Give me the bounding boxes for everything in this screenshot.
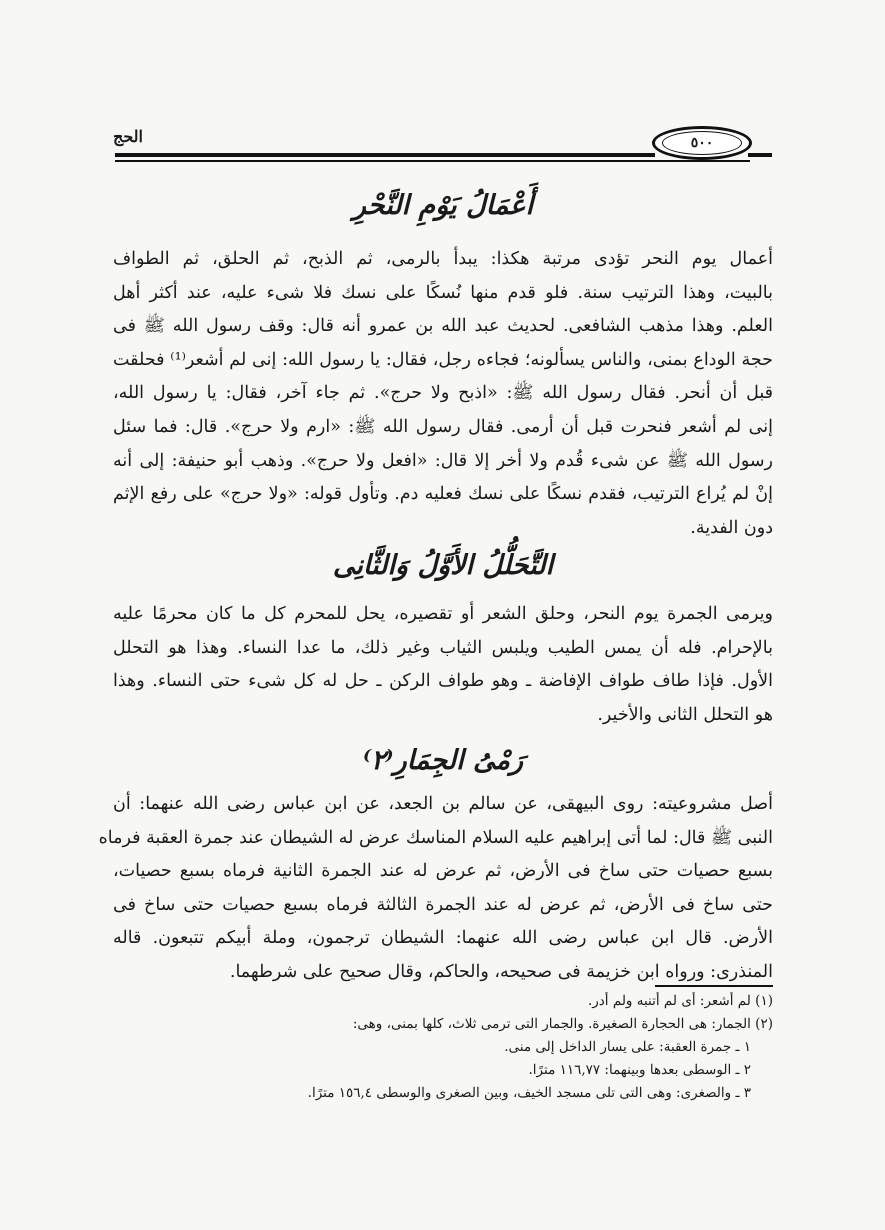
text-line: إنْ لم يُراع الترتيب، فقدم نسكًا على نسك فعليه دم. وتأول قوله: «ولا حرج» على رفع الإثم xyxy=(113,484,773,505)
text-line: أعمال يوم النحر تؤدى مرتبة هكذا: يبدأ بالرمى، ثم الذبح، ثم الحلق، ثم الطواف xyxy=(113,249,773,269)
paragraph-day-of-sacrifice xyxy=(113,243,773,545)
footnote: (٢) الجمار: هى الحجارة الصغيرة. والجمار التى ترمى ثلاث، كلها بمنى، وهى: xyxy=(352,1016,773,1032)
header-rule-thin xyxy=(115,160,750,162)
page-number-badge xyxy=(652,126,752,160)
header-rule-thick xyxy=(115,153,655,157)
footnote-item: ١ ـ جمرة العقبة: على يسار الداخل إلى منى. xyxy=(504,1039,751,1055)
section-heading-release: التَّحَلُّلُ الأَوَّلُ وَالثَّانِى xyxy=(332,550,554,581)
text-line: بسبع حصيات حتى ساخ فى الأرض، ثم عرض له عند الجمرة الثانية فرماه بسبع حصيات، xyxy=(113,861,773,882)
footnote: (١) لم أشعر: أى لم أتنبه ولم أدر. xyxy=(587,993,773,1009)
text-line: حتى ساخ فى الأرض، ثم عرض له عند الجمرة الثالثة فرماه بسبع حصيات حتى ساخ فى xyxy=(113,894,773,915)
footnote-rule xyxy=(655,985,773,987)
text-line: النبى ﷺ قال: لما أتى إبراهيم عليه السلام المناسك عرض له الشيطان عند جمرة العقبة فرماه xyxy=(98,827,773,848)
paragraph-release xyxy=(113,598,773,732)
text-line: دون الفدية. xyxy=(690,517,773,538)
text-line: رسول الله ﷺ عن شىء قُدم ولا أخر إلا قال: «افعل ولا حرج». وذهب أبو حنيفة: إلى أنه xyxy=(113,450,773,471)
text-line: الأرض. قال ابن عباس رضى الله عنهما: الشيطان ترجمون، وملة أبيكم تتبعون. قاله xyxy=(113,928,773,949)
paragraph-stoning xyxy=(98,788,773,990)
page-number: ٥٠٠ xyxy=(690,135,714,151)
text-line: المنذرى: ورواه ابن خزيمة فى صحيحه، والحاكم، وقال صحيح على شرطهما. xyxy=(229,961,773,982)
text-line: هو التحلل الثانى والأخير. xyxy=(597,704,773,725)
text-line: بالإحرام. فله أن يمس الطيب ويلبس الثياب وغير ذلك، ما عدا النساء. وهذا هو التحلل xyxy=(113,637,773,658)
text-line: العلم. وهذا مذهب الشافعى. لحديث عبد الله بن عمرو أنه قال: وقف رسول الله ﷺ فى xyxy=(113,316,773,337)
text-line: الأول. فإذا طاف طواف الإفاضة ـ وهو طواف الركن ـ حل له كل شىء حتى النساء. وهذا xyxy=(113,671,773,692)
section-heading-day-of-sacrifice: أَعْمَالُ يَوْمِ النَّحْرِ xyxy=(352,190,534,221)
section-heading-stoning: رَمْىُ الجِمَارِ⁽٢⁾ xyxy=(362,745,524,776)
text-line: إنى لم أشعر فنحرت قبل أن أرمى. فقال رسول الله ﷺ: «ارم ولا حرج». قال: فما سئل xyxy=(113,416,773,437)
text-line: ويرمى الجمرة يوم النحر، وحلق الشعر أو تقصيره، يحل للمحرم كل ما كان محرمًا عليه xyxy=(113,604,773,624)
text-line: حجة الوداع بمنى، والناس يسألونه؛ فجاءه رجل، فقال: يا رسول الله: إنى لم أشعر⁽¹⁾ فحلقت xyxy=(113,349,773,370)
running-title: الحج xyxy=(113,127,143,146)
footnotes xyxy=(113,990,773,1105)
text-line: قبل أن أنحر. فقال رسول الله ﷺ: «اذبح ولا حرج». ثم جاء آخر، فقال: يا رسول الله، xyxy=(113,383,773,404)
text-line: أصل مشروعيته: روى البيهقى، عن سالم بن الجعد، عن ابن عباس رضى الله عنهما: أن xyxy=(113,794,773,814)
footnote-item: ٣ ـ والصغرى: وهى التى تلى مسجد الخيف، وبين الصغرى والوسطى ١٥٦,٤ مترًا. xyxy=(307,1085,751,1101)
text-line: بالبيت، وهذا الترتيب سنة. فلو قدم منها نُسكًا على نسك فلا شىء عليه، عند أكثر أهل xyxy=(113,282,773,303)
footnote-item: ٢ ـ الوسطى بعدها وبينهما: ١١٦,٧٧ مترًا. xyxy=(528,1062,751,1078)
header-rule-end xyxy=(748,153,772,157)
